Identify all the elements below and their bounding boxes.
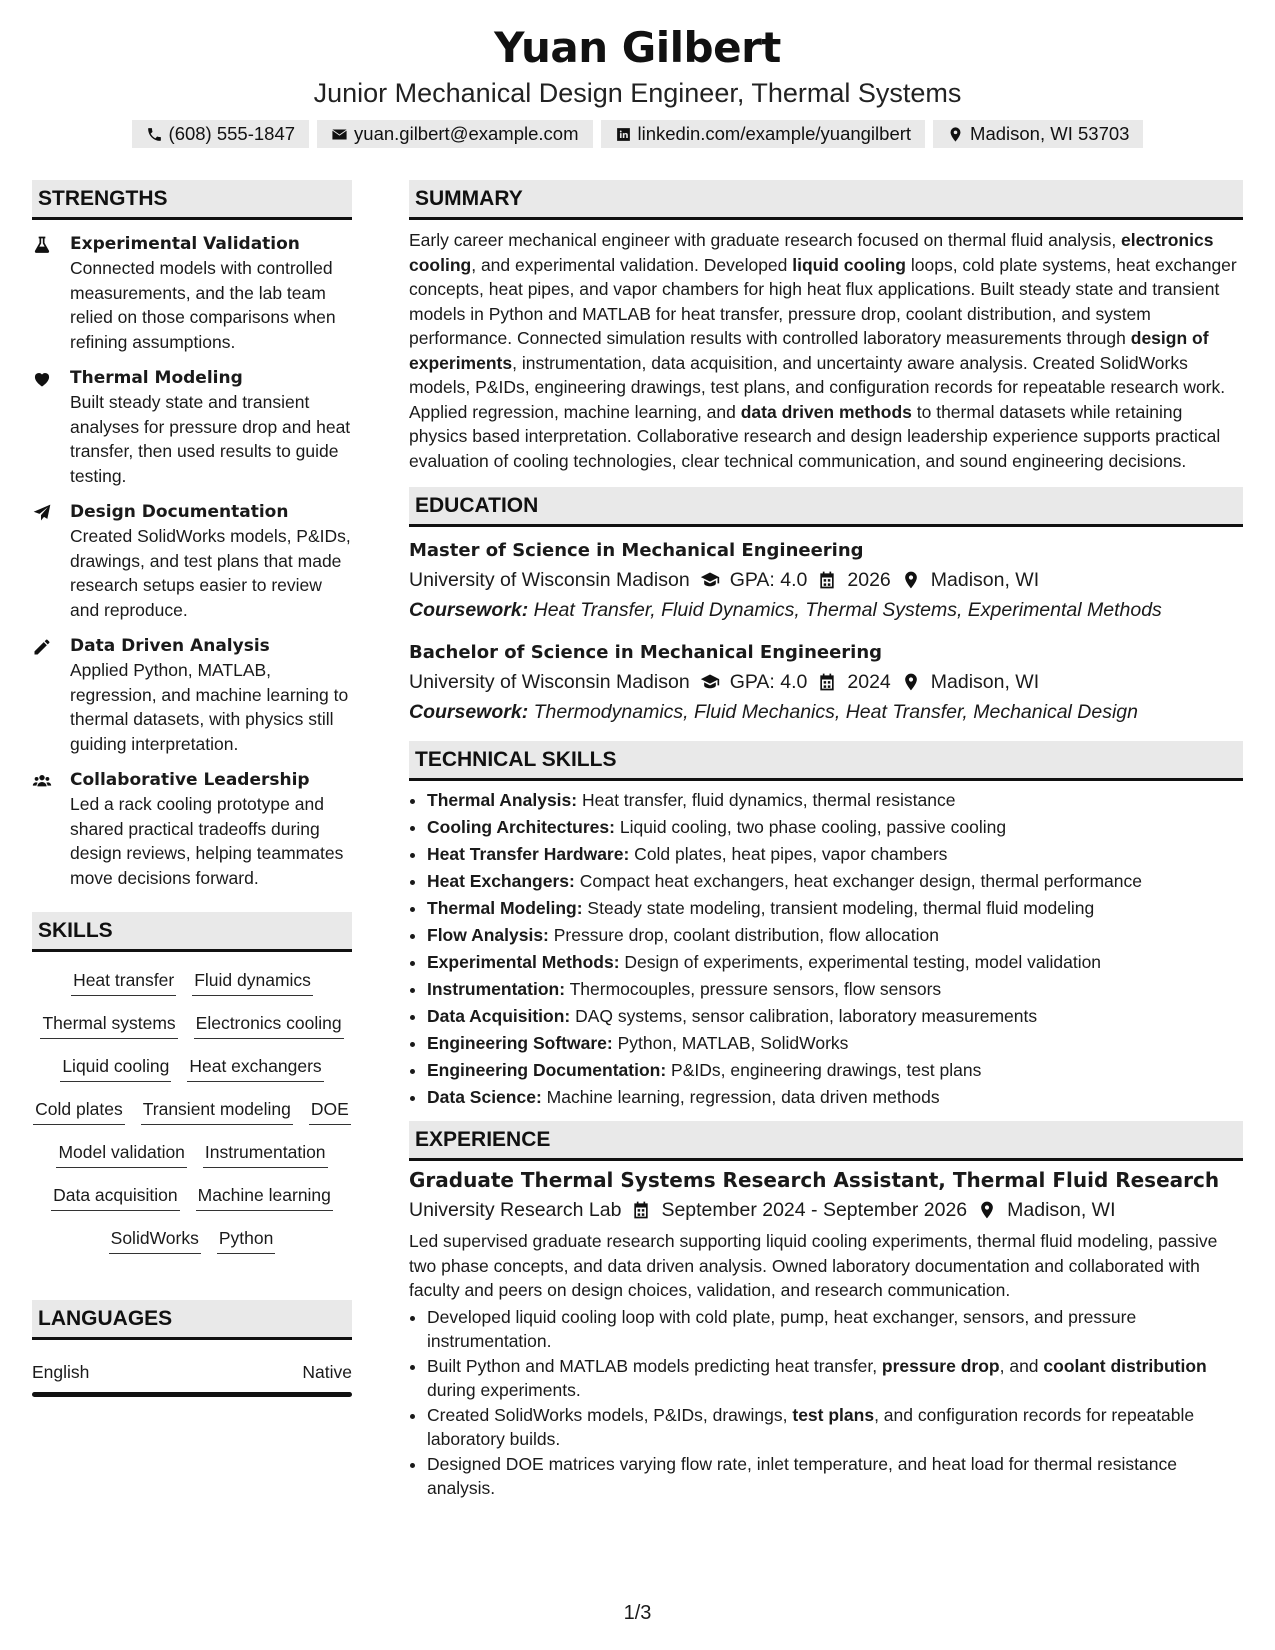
job-summary: Led supervised graduate research supporting liquid cooling experiments, thermal fluid modeling, passive two phase concepts, and data driven analysis. Owned laboratory documentation and collaborated with faculty and peers on design choices, validation, and research communication. bbox=[409, 1231, 1218, 1300]
skill-values: Heat transfer, fluid dynamics, thermal resistance bbox=[577, 790, 956, 810]
strength-item bbox=[32, 500, 352, 622]
skills-heading: SKILLS bbox=[32, 912, 352, 952]
list-item bbox=[427, 868, 1243, 895]
emphasis-text: electronics cooling bbox=[409, 230, 1214, 275]
skill-tag: Machine learning bbox=[196, 1183, 333, 1211]
list-item bbox=[427, 1403, 1243, 1452]
linkedin-icon bbox=[615, 126, 632, 143]
contact-email-text: yuan.gilbert@example.com bbox=[354, 123, 579, 144]
gpa: GPA: 4.0 bbox=[729, 671, 808, 693]
contact-bar bbox=[0, 120, 1275, 148]
candidate-name: Yuan Gilbert bbox=[494, 23, 781, 72]
text-segment: , instrumentation, data acquisition, and uncertainty aware analysis. Created SolidWorks models, P&IDs, engineering drawings, test plans, and configuration records for repeatable research work. Applied regression, machine learning, and bbox=[409, 352, 1226, 422]
list-item bbox=[427, 949, 1243, 976]
degree-title: Master of Science in Mechanical Engineering bbox=[409, 540, 864, 561]
skill-tag: Fluid dynamics bbox=[192, 968, 313, 996]
skill-tag: SolidWorks bbox=[109, 1226, 201, 1254]
skill-values: Machine learning, regression, data driven methods bbox=[541, 1087, 940, 1107]
text-segment: , and configuration records for repeatable laboratory builds. bbox=[427, 1404, 1195, 1449]
heart-icon bbox=[32, 369, 52, 389]
calendar-icon bbox=[817, 570, 837, 590]
map-pin-icon bbox=[901, 570, 921, 590]
list-item bbox=[427, 1057, 1243, 1084]
phone-icon bbox=[146, 126, 163, 143]
skill-values: Thermocouples, pressure sensors, flow sensors bbox=[565, 979, 942, 999]
skill-values: Steady state modeling, transient modeling, thermal fluid modeling bbox=[582, 898, 1095, 918]
skill-tag: Model validation bbox=[56, 1140, 186, 1168]
skill-tag: Transient modeling bbox=[141, 1097, 293, 1125]
skill-category: Heat Transfer Hardware: bbox=[427, 844, 630, 864]
coursework-list: Heat Transfer, Fluid Dynamics, Thermal Systems, Experimental Methods bbox=[533, 599, 1162, 621]
list-item bbox=[427, 841, 1243, 868]
job-bullets bbox=[409, 1305, 1243, 1501]
skill-category: Thermal Modeling: bbox=[427, 898, 583, 918]
strength-title: Data Driven Analysis bbox=[70, 636, 270, 656]
strength-item bbox=[32, 366, 352, 488]
skill-category: Data Acquisition: bbox=[427, 1006, 571, 1026]
flask-icon bbox=[32, 235, 52, 255]
strength-desc: Created SolidWorks models, P&IDs, drawings, and test plans that made research setups easier to review and reproduce. bbox=[70, 526, 351, 620]
text-segment: , and experimental validation. Developed bbox=[471, 254, 793, 275]
experience-entry bbox=[409, 1165, 1243, 1501]
text-segment: Designed DOE matrices varying flow rate, inlet temperature, and heat load for thermal resistance analysis. bbox=[427, 1453, 1177, 1498]
job-title: Graduate Thermal Systems Research Assistant, Thermal Fluid Research bbox=[409, 1168, 1220, 1192]
skill-category: Cooling Architectures: bbox=[427, 817, 615, 837]
skill-category: Instrumentation: bbox=[427, 979, 566, 999]
gpa: GPA: 4.0 bbox=[729, 569, 808, 591]
skill-tag: Instrumentation bbox=[203, 1140, 328, 1168]
language-row bbox=[32, 1360, 352, 1392]
skill-tag: Data acquisition bbox=[51, 1183, 180, 1211]
skill-values: Pressure drop, coolant distribution, flow allocation bbox=[548, 925, 939, 945]
coursework bbox=[409, 697, 1243, 727]
skill-tag: DOE bbox=[309, 1097, 351, 1125]
skill-values: Liquid cooling, two phase cooling, passive cooling bbox=[614, 817, 1007, 837]
skill-tag: Python bbox=[217, 1226, 275, 1254]
text-segment: Built Python and MATLAB models predicting heat transfer, bbox=[427, 1355, 882, 1376]
text-segment: during experiments. bbox=[427, 1380, 581, 1400]
skill-tags bbox=[32, 952, 352, 1262]
education-entry bbox=[409, 537, 1243, 625]
envelope-icon bbox=[331, 126, 348, 143]
users-icon bbox=[32, 771, 52, 791]
skill-values: Compact heat exchangers, heat exchanger design, thermal performance bbox=[574, 871, 1142, 891]
coursework-list: Thermodynamics, Fluid Mechanics, Heat Transfer, Mechanical Design bbox=[533, 701, 1139, 723]
degree-title: Bachelor of Science in Mechanical Engineering bbox=[409, 642, 883, 663]
map-pin-icon bbox=[977, 1200, 997, 1220]
page-number: 1/3 bbox=[623, 1602, 652, 1624]
technical-skills-list bbox=[409, 787, 1243, 1111]
strength-desc: Connected models with controlled measurements, and the lab team relied on those comparisons when refining assumptions. bbox=[70, 258, 336, 352]
education-meta bbox=[409, 565, 1243, 595]
skill-category: Heat Exchangers: bbox=[427, 871, 575, 891]
strength-desc: Built steady state and transient analyses for pressure drop and heat transfer, then used results to guide testing. bbox=[70, 392, 351, 486]
list-item bbox=[427, 814, 1243, 841]
text-segment: loops, cold plate systems, heat exchanger concepts, heat pipes, and vapor chambers for high heat flux applications. Built steady state and transient models in Python and MATLAB for heat transfer, pressure drop, coolant distribution, and system performance. Connected simulation results with controlled laboratory measurements through bbox=[409, 254, 1237, 348]
strength-title: Collaborative Leadership bbox=[70, 770, 310, 790]
skill-category: Thermal Analysis: bbox=[427, 790, 578, 810]
skill-tag: Thermal systems bbox=[40, 1011, 177, 1039]
emphasis-text: test plans bbox=[792, 1404, 875, 1425]
list-item bbox=[427, 1030, 1243, 1057]
strength-item bbox=[32, 634, 352, 756]
skill-values: Cold plates, heat pipes, vapor chambers bbox=[629, 844, 948, 864]
candidate-title: Junior Mechanical Design Engineer, Thermal Systems bbox=[313, 78, 962, 108]
resume-header bbox=[0, 22, 1275, 148]
summary-heading: SUMMARY bbox=[409, 180, 1243, 220]
job-location: Madison, WI bbox=[1007, 1199, 1116, 1221]
strengths-heading: STRENGTHS bbox=[32, 180, 352, 220]
calendar-icon bbox=[817, 672, 837, 692]
text-segment: Early career mechanical engineer with graduate research focused on thermal fluid analysis, bbox=[409, 230, 1122, 250]
list-item bbox=[427, 976, 1243, 1003]
school-name: University of Wisconsin Madison bbox=[409, 671, 690, 693]
list-item bbox=[427, 1003, 1243, 1030]
emphasis-text: liquid cooling bbox=[792, 254, 906, 275]
skill-tag: Cold plates bbox=[33, 1097, 125, 1125]
skill-tag: Heat transfer bbox=[71, 968, 176, 996]
contact-location bbox=[933, 120, 1143, 148]
strength-desc: Led a rack cooling prototype and shared practical tradeoffs during design reviews, helping teammates move decisions forward. bbox=[70, 794, 344, 888]
contact-phone-text: (608) 555-1847 bbox=[168, 123, 296, 144]
text-segment: Created SolidWorks models, P&IDs, drawings, bbox=[427, 1404, 793, 1425]
map-pin-icon bbox=[901, 672, 921, 692]
graduation-cap-icon bbox=[700, 570, 720, 590]
education-heading: EDUCATION bbox=[409, 487, 1243, 527]
list-item bbox=[427, 922, 1243, 949]
skill-category: Experimental Methods: bbox=[427, 952, 620, 972]
emphasis-text: coolant distribution bbox=[1043, 1355, 1207, 1376]
skill-category: Flow Analysis: bbox=[427, 925, 549, 945]
list-item bbox=[427, 1452, 1243, 1501]
calendar-icon bbox=[631, 1200, 651, 1220]
contact-linkedin[interactable] bbox=[601, 120, 926, 148]
summary-text bbox=[409, 228, 1243, 473]
skill-tag: Heat exchangers bbox=[187, 1054, 323, 1082]
strength-desc: Applied Python, MATLAB, regression, and machine learning to thermal datasets, with physics still guiding interpretation. bbox=[70, 660, 349, 754]
list-item bbox=[427, 787, 1243, 814]
list-item bbox=[427, 1305, 1243, 1354]
skill-tag: Liquid cooling bbox=[60, 1054, 171, 1082]
map-pin-icon bbox=[947, 126, 964, 143]
strength-title: Experimental Validation bbox=[70, 234, 300, 254]
contact-linkedin-text: linkedin.com/example/yuangilbert bbox=[637, 123, 912, 144]
text-segment: Developed liquid cooling loop with cold plate, pump, heat exchanger, sensors, and pressure instrumentation. bbox=[427, 1306, 1137, 1351]
right-column bbox=[409, 180, 1243, 1501]
skill-values: DAQ systems, sensor calibration, laboratory measurements bbox=[570, 1006, 1038, 1026]
school-location: Madison, WI bbox=[930, 671, 1040, 693]
graduation-year: 2026 bbox=[847, 569, 891, 591]
skill-tag: Electronics cooling bbox=[194, 1011, 344, 1039]
list-item bbox=[427, 1084, 1243, 1111]
education-entry bbox=[409, 639, 1243, 727]
experience-heading: EXPERIENCE bbox=[409, 1121, 1243, 1161]
strength-title: Thermal Modeling bbox=[70, 368, 243, 388]
job-org: University Research Lab bbox=[409, 1199, 622, 1221]
pencil-icon bbox=[32, 637, 52, 657]
education-meta bbox=[409, 667, 1243, 697]
emphasis-text: data driven methods bbox=[740, 401, 912, 422]
coursework bbox=[409, 595, 1243, 625]
strength-item bbox=[32, 768, 352, 890]
coursework-label: Coursework: bbox=[409, 599, 529, 621]
text-segment: , and bbox=[999, 1355, 1044, 1376]
strength-title: Design Documentation bbox=[70, 502, 289, 522]
contact-location-text: Madison, WI 53703 bbox=[970, 123, 1130, 144]
list-item bbox=[427, 1354, 1243, 1403]
skill-values: P&IDs, engineering drawings, test plans bbox=[666, 1060, 982, 1080]
contact-email[interactable] bbox=[317, 120, 592, 148]
skill-category: Data Science: bbox=[427, 1087, 542, 1107]
graduation-cap-icon bbox=[700, 672, 720, 692]
contact-phone[interactable] bbox=[132, 120, 310, 148]
skill-values: Design of experiments, experimental testing, model validation bbox=[619, 952, 1102, 972]
job-dates: September 2024 - September 2026 bbox=[661, 1199, 968, 1221]
strength-item bbox=[32, 232, 352, 354]
coursework-label: Coursework: bbox=[409, 701, 529, 723]
skill-values: Python, MATLAB, SolidWorks bbox=[612, 1033, 849, 1053]
language-name: English bbox=[32, 1362, 90, 1382]
list-item bbox=[427, 895, 1243, 922]
language-level-bar bbox=[32, 1392, 352, 1397]
languages-heading: LANGUAGES bbox=[32, 1300, 352, 1340]
skill-category: Engineering Documentation: bbox=[427, 1060, 667, 1080]
skill-category: Engineering Software: bbox=[427, 1033, 613, 1053]
emphasis-text: design of experiments bbox=[409, 328, 1209, 373]
emphasis-text: pressure drop bbox=[881, 1355, 1000, 1376]
technical-skills-heading: TECHNICAL SKILLS bbox=[409, 741, 1243, 781]
left-column bbox=[32, 180, 352, 1397]
school-name: University of Wisconsin Madison bbox=[409, 569, 690, 591]
paper-plane-icon bbox=[32, 503, 52, 523]
school-location: Madison, WI bbox=[930, 569, 1040, 591]
graduation-year: 2024 bbox=[847, 671, 891, 693]
job-meta bbox=[409, 1195, 1243, 1225]
language-level: Native bbox=[302, 1362, 352, 1382]
text-segment: to thermal datasets while retaining physics based interpretation. Collaborative research and design leadership experience supports practical evaluation of cooling technologies, clear technical communication, and sound engineering decisions. bbox=[409, 401, 1221, 471]
